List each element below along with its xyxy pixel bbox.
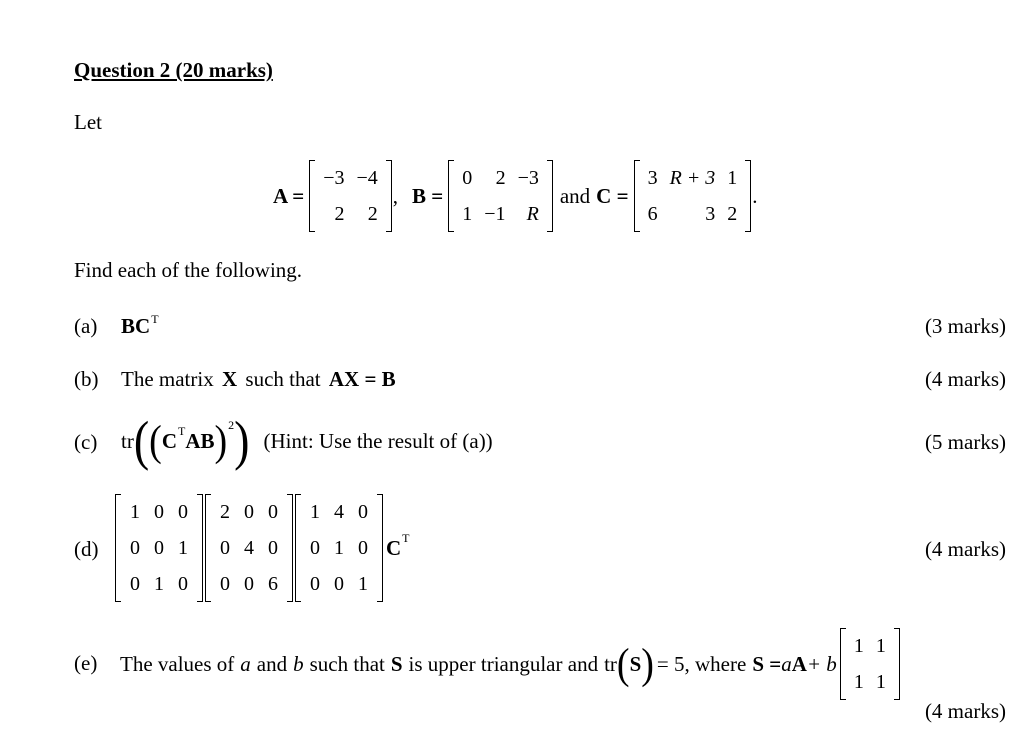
part-e-text: [120, 628, 901, 700]
matrix-cell: 1: [310, 501, 320, 523]
var-x: X: [221, 367, 238, 391]
and-text: and: [559, 183, 591, 208]
ones-matrix: [839, 628, 901, 700]
matrix-cell: 1: [334, 537, 344, 559]
permutation-matrix: [114, 494, 204, 602]
let-text: Let: [74, 110, 102, 134]
var-s: S: [629, 651, 642, 676]
part-a-marks: (3 marks): [924, 314, 1006, 338]
matrix-cell: 2: [220, 501, 230, 523]
plus-b: + b: [806, 651, 837, 676]
part-a-label: (a): [74, 314, 98, 338]
matrix-cell: R: [526, 203, 539, 225]
matrix-cell: 2: [495, 167, 506, 189]
matrix-cell: 1: [154, 573, 164, 595]
var-a: a: [240, 651, 251, 676]
matrix-cell: 3: [705, 203, 716, 225]
part-b-marks: (4 marks): [924, 367, 1006, 391]
matrix-cell: 1: [875, 635, 886, 657]
transpose-sup: T: [177, 423, 186, 438]
question-title: Question 2 (20 marks): [74, 58, 273, 82]
close-paren-icon: ): [641, 639, 654, 689]
matrix-cell: 0: [358, 501, 368, 523]
matrix-b: [447, 160, 554, 232]
part-e-label: (e): [74, 651, 98, 675]
matrix-cell: 0: [220, 537, 230, 559]
matrix-cell: −3: [517, 167, 539, 189]
matrix-cell: 1: [875, 671, 886, 693]
close-paren-icon: ): [214, 416, 228, 466]
part-d-label: (d): [74, 537, 99, 561]
matrix-cell: 3: [647, 167, 658, 189]
matrix-cell: 2: [727, 203, 738, 225]
matrix-cell: 0: [268, 537, 278, 559]
matrix-cell: 0: [244, 573, 254, 595]
trace-text: tr: [604, 651, 617, 676]
matrix-a: [308, 160, 393, 232]
trace-text: tr: [121, 428, 134, 453]
matrix-cell: 0: [268, 501, 278, 523]
matrix-cell: 1: [178, 537, 188, 559]
matrix-definitions: [273, 160, 758, 232]
matrix-cell: 1: [358, 573, 368, 595]
text: and: [256, 651, 288, 676]
text: is upper triangular and: [408, 651, 599, 676]
equation-ax-b: AX = B: [328, 367, 396, 391]
matrix-cell: 1: [853, 671, 864, 693]
matrix-cell: −1: [484, 203, 506, 225]
matrix-b-label: B =: [412, 183, 444, 208]
matrix-cell: 0: [462, 167, 473, 189]
part-c-marks: (5 marks): [924, 430, 1006, 454]
matrix-cell: −3: [323, 167, 345, 189]
matrix-cell: 0: [130, 573, 140, 595]
matrix-a-label: A =: [273, 183, 305, 208]
part-d-expression: [114, 494, 410, 602]
part-c-label: (c): [74, 430, 98, 454]
matrix-cell: 1: [853, 635, 864, 657]
text: The matrix: [121, 367, 214, 391]
open-paren-icon: (: [616, 639, 630, 689]
part-b-text: [121, 367, 396, 392]
matrix-cell: 0: [244, 501, 254, 523]
matrix-c-label: C =: [596, 183, 629, 208]
expr-c: C: [386, 535, 402, 560]
matrix-cell: 6: [647, 203, 658, 225]
period: .: [752, 183, 758, 208]
matrix-cell: 6: [268, 573, 278, 595]
var-a: a: [781, 651, 792, 676]
matrix-cell: 4: [334, 501, 344, 523]
var-b: b: [293, 651, 304, 676]
elementary-matrix: [294, 494, 384, 602]
instruction-text: Find each of the following.: [74, 258, 303, 282]
transpose-sup: T: [402, 530, 410, 545]
matrix-cell: 1: [130, 501, 140, 523]
text: The values of: [120, 651, 235, 676]
var-s: S: [390, 651, 403, 676]
matrix-cell: 2: [334, 203, 345, 225]
matrix-cell: 0: [154, 537, 164, 559]
close-paren-icon: ): [234, 409, 250, 471]
matrix-cell: 0: [334, 573, 344, 595]
matrix-cell: 4: [244, 537, 254, 559]
matrix-cell: 0: [358, 537, 368, 559]
transpose-sup: T: [151, 312, 159, 326]
expr-c: C: [161, 428, 177, 453]
matrix-cell: 1: [727, 167, 738, 189]
matrix-cell: 0: [310, 537, 320, 559]
part-a-expression: [121, 314, 159, 339]
matrix-cell: 0: [178, 573, 188, 595]
part-e-marks: (4 marks): [924, 699, 1006, 723]
matrix-cell: 1: [462, 203, 473, 225]
open-paren-icon: (: [149, 416, 162, 466]
text: such that: [309, 651, 385, 676]
expr-ab: AB: [185, 428, 215, 453]
comma: ,: [392, 183, 399, 208]
matrix-cell: 2: [367, 203, 378, 225]
matrix-cell: 0: [220, 573, 230, 595]
matrix-cell: 0: [310, 573, 320, 595]
open-paren-icon: (: [133, 409, 150, 471]
var-s-equals: S =: [752, 651, 782, 676]
hint-text: (Hint: Use the result of (a)): [263, 428, 493, 453]
diagonal-matrix: [204, 494, 294, 602]
matrix-c: [633, 160, 753, 232]
var-a-matrix: A: [791, 651, 807, 676]
text: = 5, where: [656, 651, 747, 676]
part-c-expression: [121, 409, 493, 471]
expr-bc: BC: [121, 314, 151, 338]
text: such that: [245, 367, 321, 391]
matrix-cell: −4: [356, 167, 378, 189]
part-d-marks: (4 marks): [924, 537, 1006, 561]
square-sup: 2: [228, 417, 235, 432]
matrix-cell: 0: [154, 501, 164, 523]
matrix-cell: R + 3: [669, 167, 716, 189]
part-b-label: (b): [74, 367, 99, 391]
matrix-cell: 0: [130, 537, 140, 559]
matrix-cell: 0: [178, 501, 188, 523]
